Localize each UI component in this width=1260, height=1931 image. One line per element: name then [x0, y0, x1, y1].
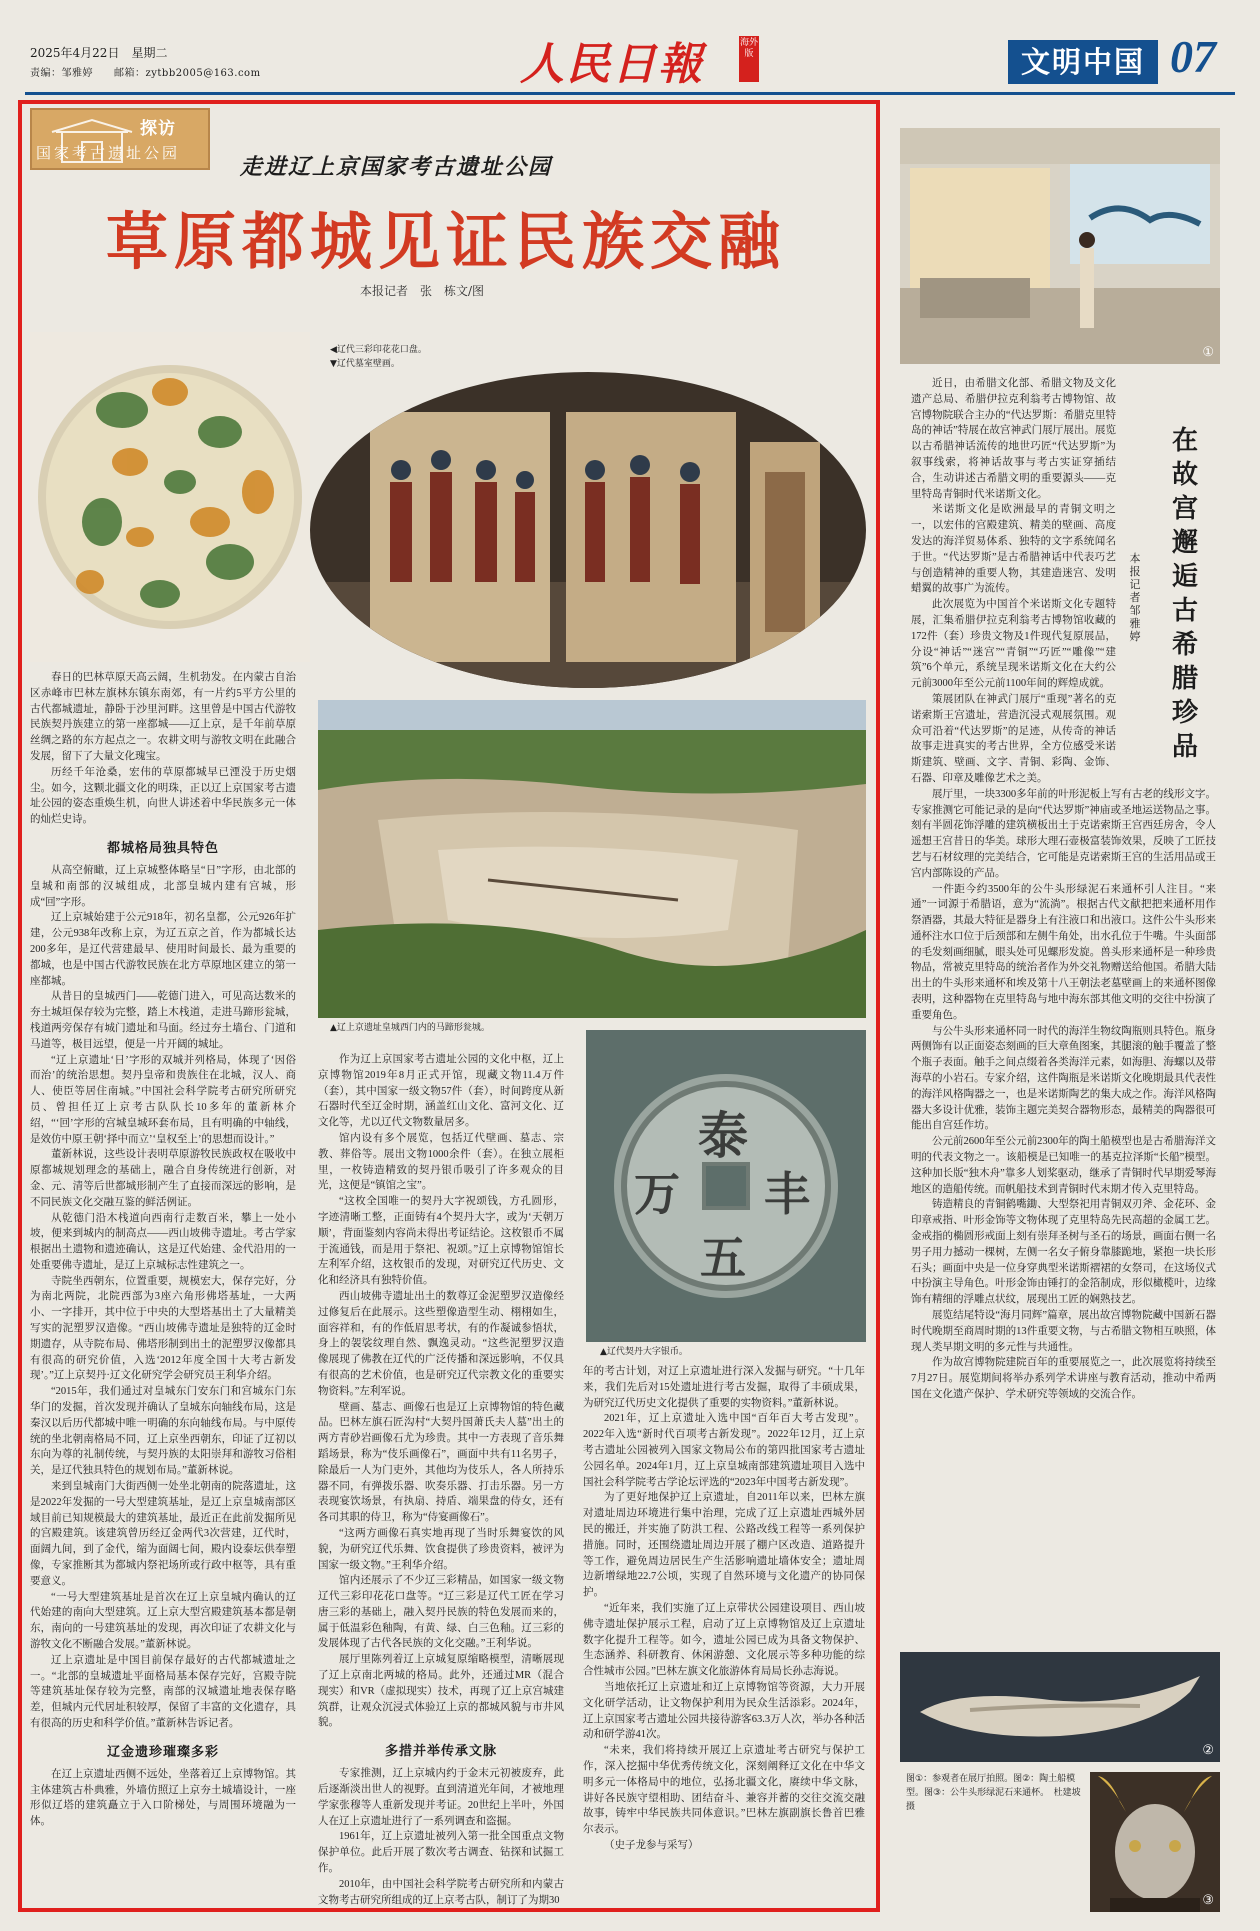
paragraph: 1961年，辽上京遗址被列入第一批全国重点文物保护单位。此后开展了数次考古调查、钻探和试掘工作。 — [318, 1831, 564, 1875]
pottery-plate-photo — [30, 332, 310, 662]
paragraph: 铸造精良的青铜鹤嘴鋤、大型祭祀用青铜双刃斧、金花环、金印章戒指、叶形金饰等文物体现了克里特岛先民高超的金属工艺。金戒指的椭圆形戒面上刻有崇拜圣树与圣石的场景，画面右侧一名男子用力撼动一棵树，左侧一名女子俯身靠膝跪地，紧抱一块长形石头；画面中央是一位身穿典型米诺斯褶裙的女祭司，在这场仪式中扮演主导角色。叶形金饰由锤打的金箔制成，形似橄榄叶，边缘饰有精细的浮雕点状纹，展现出工匠的娴熟技艺。 — [911, 1199, 1216, 1306]
paragraph: 寺院坐西朝东，位置重要，规模宏大，保存完好，分为南北两院，北院西部为3座六角形佛塔基址，一大两小、一字排开，其中位于中央的大型塔基出土了大量精美写实的泥塑罗汉造像。“西山坡佛寺遗址是独特的辽金时期遗存，从寺院布局、佛塔形制到出土的泥塑罗汉像都具有很高的研究价值，入选‘2012年度全国十大考古新发现’。”辽上京契丹·辽文化研究学会研究员王利华介绍。 — [30, 1275, 296, 1382]
article-column-3 — [583, 1364, 865, 1906]
right-photo-caption: 图①：参观者在展厅拍照。图②：陶土船模型。图③：公牛头形绿泥石来通杯。 杜建坡摄 — [906, 1774, 1081, 1812]
photo-number-1: ① — [1202, 345, 1214, 360]
paragraph: 展览结尾特设“海月同辉”篇章，展出故宫博物院藏中国新石器时代晚期至商周时期的13件重要文物，与古希腊文物相互映照，体现人类早期文明的多元性与共通性。 — [911, 1310, 1216, 1353]
photo-number-2: ② — [1202, 1743, 1214, 1758]
caption-ruins: ▲辽上京遗址皇城西门内的马蹄形瓮城。 — [330, 1023, 490, 1033]
paragraph: 作为故宫博物院建院百年的重要展览之一，此次展览将持续至7月27日。展览期间将举办系列学术讲座与教育活动，推动中希两国在文化遗产保护、学术研究等领域的交流合作。 — [911, 1357, 1216, 1400]
paragraph: “这枚全国唯一的契丹大字祝颂钱，方孔圆形，字迹清晰工整，正面铸有4个契丹大字，或为‘天朝万顺’，背面鉴刻内容尚未得出考证结论。这枚银币不属于流通钱，而是用于祭祀、祝颂。”辽上京博物馆馆长左利军介绍，这枚银币的发现，对研究辽代历史、文化和经济具有独特价值。 — [318, 1196, 564, 1287]
subheading: 都城格局独具特色 — [106, 840, 219, 856]
coin-char-top: 泰 — [698, 1106, 748, 1165]
paragraph: “一号大型建筑基址是首次在辽上京皇城内确认的辽代始建的南向大型建筑。辽上京大型宫殿建筑基本都是朝东，南向的一号建筑基址的发现，再次印证了农耕文化与游牧文化不断融合发展。”董新林说。 — [30, 1591, 296, 1651]
paragraph: 作为辽上京国家考古遗址公园的文化中枢，辽上京博物馆2019年8月正式开馆，现藏文物11.4万件（套），其中国家一级文物57件（套），时间跨度从新石器时代至辽金时期，涵盖红山文化、富河文化、辽文化等，尤以辽代文物数量居多。 — [318, 1054, 564, 1129]
lead-title: 走进辽上京国家考古遗址公园 — [240, 154, 553, 180]
caption-pottery-plate: ◀辽代三彩印花花口盘。 — [330, 345, 427, 355]
paragraph: “未来，我们将持续开展辽上京遗址考古研究与保护工作，深入挖掘中华优秀传统文化，深刻阐释辽文化在中华文明多元一体格局中的地位，弘扬北疆文化，赓续中华文脉，讲好各民族守望相助、团结奋斗、兼容并蓄的交往交流交融故事，铸牢中华民族共同体意识。”巴林左旗副旗长鲁首巴雅尔表示。 — [583, 1745, 865, 1836]
paragraph: 从乾德门沿木栈道向西南行走数百米，攀上一处小坡，便来到城内的制高点——西山坡佛寺遗址。考古学家根据出土遗物和遗迹确认，这是辽代始建、金代沿用的一处重要佛寺遗址，是辽上京城标志性建筑之一。 — [30, 1212, 296, 1271]
caption-murals: ▼辽代墓室壁画。 — [330, 359, 400, 369]
silver-coin-photo — [586, 1030, 866, 1342]
subheading: 多措并举传承文脉 — [384, 1744, 497, 1760]
paragraph: 董新林说，这些设计表明草原游牧民族政权在吸收中原都城规划理念的基础上，融合自身传统进行创新，对金、元、清等后世都城形制产生了直接而深远的影响，是不同民族文化交融互鉴的鲜活例证。 — [30, 1149, 296, 1208]
edition-badge: 海外版 — [739, 36, 759, 82]
paragraph: 从昔日的皇城西门——乾德门进入，可见高达数米的夯土城垣保存较为完整，踏上木栈道，走进马蹄形瓮城，栈道两旁保存有城门遗址和马面。经过夯土墙台、门道和马道等，极目远望，便是一片开阔的城址。 — [30, 991, 296, 1050]
paragraph: “近年来，我们实施了辽上京带状公园建设项目、西山坡佛寺遗址保护展示工程，启动了辽上京博物馆及辽上京遗址数字化提升工程等。如今，遗址公园已成为具备文物保护、生态涵养、科研教育、休闲游憩、文化展示等多种功能的综合性城市公园。”巴林左旗文化旅游体育局局长孙志海说。 — [583, 1602, 865, 1678]
paragraph: “2015年，我们通过对皇城东门安东门和宫城东门东华门的发掘，首次发现并确认了皇城东向轴线布局，这是秦汉以后历代都城中唯一明确的东向轴线布局。与中原传统的坐北朝南格局不同，辽上京坐西朝东，印证了辽初以东向为尊的礼制传统，与契丹族的太阳崇拜和游牧习俗相关，是辽代独具特色的规划布局。”董新林说。 — [30, 1386, 296, 1477]
paragraph: 公元前2600年至公元前2300年的陶土船模型也是古希腊海洋文明的代表文物之一。该船模是已知唯一的基克拉泽斯“长船”模型。这种加长版“独木舟”靠多人划桨驱动，继承了青铜时代早期爱琴海地区的造船传统。而帆船技术到青铜时代末期才传入克里特岛。 — [911, 1136, 1216, 1195]
paragraph: 辽上京城始建于公元918年，初名皇都，公元926年扩建，公元938年改称上京，为辽五京之首，作为都城长达200多年，是辽代营建最早、使用时间最长、最为重要的都城，也是中国古代游牧民族在北方草原地区建立的第一座都城。 — [30, 912, 296, 987]
paragraph: 专家推测，辽上京城内约于金末元初被废弃，此后逐渐淡出世人的视野。直到清道光年间，才被地理学家张穆等人重新发现并考证。20世纪上半叶，外国人在辽上京遗址进行了一系列调查和盗掘。 — [318, 1768, 564, 1827]
coin-char-bottom: 五 — [700, 1231, 746, 1285]
page-number: 07 — [1170, 31, 1216, 82]
paragraph: 从高空俯瞰，辽上京城整体略呈“日”字形，由北部的皇城和南部的汉城组成，北部皇城内建有宫城，形成“回”字形。 — [30, 864, 296, 908]
editor-line: 责编：邹雅婷 邮箱：zytbb2005@163.com — [30, 68, 261, 79]
tomb-mural-photo — [310, 372, 866, 688]
paragraph: 春日的巴林草原天高云阔，生机勃发。在内蒙古自治区赤峰市巴林左旗林东镇东南郊，有一片约5平方公里的古代都城遗址，静卧于沙里河畔。这里曾是中国古代游牧民族契丹族建立的第一座都城——辽上京，是千年前草原丝绸之路的东方起点之一。农耕文明与游牧文明在此融合发展，留下了大量文化瑰宝。 — [30, 672, 296, 762]
paragraph: 历经千年沧桑，宏伟的草原都城早已湮没于历史烟尘。如今，这颗北疆文化的明珠，正以辽上京国家考古遗址公园的姿态重焕生机，向世人讲述着中华民族多元一体的灿烂史诗。 — [30, 766, 296, 826]
paragraph: 为了更好地保护辽上京遗址，自2011年以来，巴林左旗对遗址周边环境进行集中治理，完成了辽上京遗址西城外居民的搬迁，并实施了防洪工程、公路改线工程等一系列保护措施。同时，还围绕遗址周边开展了棚户区改造、道路提升等工作，避免周边居民生产生活影响遗址墙体安全；遗址周边新增绿地22.7公顷，实现了自然环境与文化遗产的协同保护。 — [583, 1492, 865, 1599]
paragraph: 来到皇城南门大街西侧一处坐北朝南的院落遗址，这是2022年发掘的一号大型建筑基址，是辽上京皇城南部区域目前已知规模最大的建筑基址，最近正在此前发掘所见的宫殿建筑。该建筑曾历经辽金两代3次营建，辽代时，面阔九间，到了金代，缩为面阔七间，殿内设泰坛供奉塑像，专家推断其为都城内祭祀场所或行政中枢等，具有重要意义。 — [30, 1481, 296, 1587]
issue-date: 2025年4月22日 星期二 — [30, 46, 168, 60]
photo-number-3: ③ — [1202, 1893, 1214, 1908]
paragraph: 壁画、墓志、画像石也是辽上京博物馆的特色藏品。巴林左旗石匠沟村“大契丹国萧氏夫人墓”出土的两方青砂岩画像石尤为珍贵。其中一方表现了音乐舞蹈场景，称为“伎乐画像石”，画面中共有11名男子，除最后一人为门吏外，其他均为伎乐人，各人所持乐器不同，有弹拨乐器、吹奏乐器、打击乐器。另一方表现宴饮场景，有执扇、持盾、端果盘的侍女，还有各司其职的侍卫，称为“侍宴画像石”。 — [318, 1401, 564, 1524]
newspaper-masthead: 人民日報 — [520, 39, 704, 90]
paragraph: 近日，由希腊文化部、希腊文物及文化遗产总局、希腊伊拉克利翁考古博物馆、故宫博物院联合主办的“代达罗斯：希腊克里特岛的神话”特展在故宫神武门展厅展出。展览以古希腊神话流传的地世巧匠“代达罗斯”为叙事线索，将神话故事与考古实证穿插结合，生动讲述古希腊文明的重要源头——克里特岛青铜时代米诺斯文化。 — [911, 378, 1116, 500]
exhibition-hall-photo — [900, 128, 1220, 364]
ruins-photo — [318, 700, 866, 1018]
article-column-2 — [318, 1052, 564, 1906]
paragraph: “这两方画像石真实地再现了当时乐舞宴饮的风貌，为研究辽代乐舞、饮食提供了珍贵资料，被评为国家一级文物。”王利华介绍。 — [318, 1527, 564, 1571]
right-headline: 在故宫邂逅古希腊珍品 — [1171, 426, 1198, 762]
signoff: （史子龙参与采写） — [604, 1839, 699, 1851]
paragraph: 策展团队在神武门展厅“重现”著名的克诺索斯王宫遗址，营造沉浸式观展氛围。观众可沿着“代达罗斯”的足迹，从传奇的神话故事走进真实的考古世界，全方位感受米诺斯建筑、壁画、文字、青铜、彩陶、金饰、石器、印章及雕像艺术之美。 — [911, 693, 1116, 784]
article-column-1 — [30, 670, 296, 1906]
paragraph: 西山坡佛寺遗址出土的数尊辽金泥塑罗汉造像经过修复后在此展示。这些塑像造型生动、栩栩如生，面容祥和，有的作低眉思考状，有的作凝诚参悟状，身上的袈裟纹理自然、飘逸灵动。“这些泥塑罗汉造像展现了佛教在辽代的广泛传播和深远影响，不仅具有很高的艺术价值，也是研究辽代宗教文化的重要实物资料。”左利军说。 — [318, 1290, 564, 1397]
headline: 草原都城见证民族交融 — [106, 205, 787, 278]
byline: 本报记者 张 栋文/图 — [360, 284, 485, 298]
right-byline: 本报记者 邹雅婷 — [1129, 552, 1152, 643]
paragraph: 2021年，辽上京遗址入选中国“百年百大考古发现”。2022年入选“新时代百项考古新发现”。2022年12月，辽上京考古遗址公园被列入国家文物局公布的第四批国家考古遗址公园名单。2024年1月，辽上京皇城南部建筑遗址项目入选中国社会科学院考古学论坛评选的“2023年中国考古新发现”。 — [583, 1413, 865, 1488]
paragraph: 展厅里陈列着辽上京城复原缩略模型，清晰展现了辽上京南北两城的格局。此外，还通过MR（混合现实）和VR（虚拟现实）技术，再现了辽上京宫城建筑群，让观众沉浸式体验辽上京的都城风貌与市井风貌。 — [318, 1654, 564, 1729]
paragraph: 馆内还展示了不少辽三彩精品，如国家一级文物辽代三彩印花花口盘等。“辽三彩是辽代工匠在学习唐三彩的基础上，融入契丹民族的特色发展而来的，属于低温彩色釉陶，有黄、绿、白三色釉。辽三彩的发展体现了古代各民族的文化交融。”王利华说。 — [318, 1575, 564, 1650]
paragraph: 2010年，由中国社会科学院考古研究所和内蒙古文物考古研究所组成的辽上京考古队，制订了为期30 — [318, 1878, 564, 1906]
paragraph: 馆内设有多个展览，包括辽代壁画、墓志、宗教、葬俗等。展出文物1000余件（套）。在独立展柜里，一枚铸造精致的契丹银币吸引了许多观众的目光，这便是“镇馆之宝”。 — [318, 1132, 564, 1192]
paragraph: 展厅里，一块3300多年前的叶形泥板上写有古老的线形文字。专家推测它可能记录的是向“代达罗斯”神庙或圣地运送物品之事。刻有半圆花饰浮雕的建筑横板出土于克诺索斯王宫西廷房舍，令人遥想王宫昔日的华美。球形大理石壶极富装饰效果，反映了工匠技艺与石材纹理的完美结合，它可能是克诺索斯王宫的生活用品或王宫内部陈设的产品。 — [911, 788, 1216, 879]
subheading: 辽金遗珍璀璨多彩 — [106, 1744, 219, 1760]
paragraph: 与公牛头形来通杯同一时代的海洋生物纹陶瓶则具特色。瓶身两侧饰有以正面姿态刻画的巨大章鱼图案，其腿滚的触手覆盖了整个瓶子表面。触手之间点缀着各类海洋元素，如海胆、海螺以及带海草的小岩石。专家介绍，这件陶瓶是米诺斯文化晚期最具代表性的海洋风格陶器之一，也是米诺斯陶艺的集大成之作。海洋风格陶器大多设计优雅，装饰主题完美契合器物形态，最精美的陶器很可能出自宫廷作坊。 — [911, 1025, 1216, 1132]
caption-coin: ▲辽代契丹大字银币。 — [600, 1347, 688, 1357]
coin-char-left: 万 — [634, 1167, 680, 1221]
clay-boat-photo — [900, 1652, 1220, 1762]
paragraph: 此次展览为中国首个米诺斯文化专题特展，汇集希腊伊拉克利翁考古博物馆收藏的172件（套）珍贵文物及1件现代复原展品，分设“神话”“迷宫”“青铜”“巧匠”“雕像”“建筑”6个单元，系统呈现米诺斯文化在大约公元前3000年至公元前1100年间的辉煌成就。 — [911, 599, 1116, 690]
paragraph: 当地依托辽上京遗址和辽上京博物馆等资源，大力开展文化研学活动，让文物保护利用为民众生活添彩。2024年，辽上京国家考古遗址公园共接待游客63.3万人次，举办各种活动和研学游41次。 — [583, 1681, 865, 1741]
paragraph: 在辽上京遗址西侧不远处，坐落着辽上京博物馆。其主体建筑古朴典雅，外墙仿照辽上京夯土城墙设计，一座形似辽塔的建筑矗立于入口阶梯处，与周围环境融为一体。 — [30, 1768, 296, 1828]
paragraph: “辽上京遗址‘日’字形的双城并列格局，体现了‘因俗而治’的统治思想。契丹皇帝和贵族住在北城，汉人、商人、使臣等居住南城。”中国社会科学院考古研究所研究员、曾担任辽上京考古队队长10多年的董新林介绍，“‘回’字形的宫城皇城环套布局，且有明确的中轴线，是效仿中原王朝‘择中而立’‘皇权至上’的思想而设计。” — [30, 1054, 296, 1145]
bull-rhyton-photo — [1090, 1772, 1220, 1912]
section-title: 文明中国 — [1008, 40, 1158, 84]
paragraph: 年的考古计划，对辽上京遗址进行深入发掘与研究。“十几年来，我们先后对15处遗址进行考古发掘，取得了丰硕成果，为研究辽代历史文化提供了重要的实物资料。”董新林说。 — [583, 1366, 865, 1409]
right-article-body — [911, 376, 1216, 1644]
header-rule — [25, 92, 1235, 95]
paragraph: 一件距今约3500年的公牛头形绿泥石来通杯引人注目。“来通”一词源于希腊语，意为“流淌”。根据古代文献把把来通杯用作祭酒器，其最大特征是器身上有注液口和出液口。这件公牛头形来通杯注水口位于后颈部和左侧牛角处，出水孔位于牛嘴。牛头面部的毛发刻画细腻，眼头处可见螺形发旋。兽头形来通杯是一种珍贵物品，常被克里特岛的统治者作为外交礼物赠送给他国。希腊大陆出土的牛头形来通杯和埃及第十八王朝法老墓壁画上的来通杯图像表明，这种器物在克里特岛与地中海东部其他文明的交往中扮演了重要角色。 — [911, 883, 1216, 1021]
kicker-label: 探访 — [140, 119, 176, 139]
coin-char-right: 丰 — [764, 1167, 810, 1221]
kicker-series: 国家考古遗址公园 — [36, 144, 181, 162]
paragraph: 米诺斯文化是欧洲最早的青铜文明之一，以宏伟的宫殿建筑、精美的壁画、高度发达的海洋贸易体系、独特的文字系统闻名于世。“代达罗斯”是古希腊神话中代表巧艺与创造精神的重要人物，其建造迷宫、发明蜡翼的故事广为流传。 — [911, 504, 1116, 595]
paragraph: 辽上京遗址是中国目前保存最好的古代都城遗址之一。“北部的皇城遗址平面格局基本保存完好，宫殿寺院等建筑基址保存较为完整，南部的汉城遗址地表保存略差，但城内元代居址积较厚，保留了丰富的文化遗存，具有很高的历史和科学价值。”董新林告诉记者。 — [30, 1654, 296, 1729]
